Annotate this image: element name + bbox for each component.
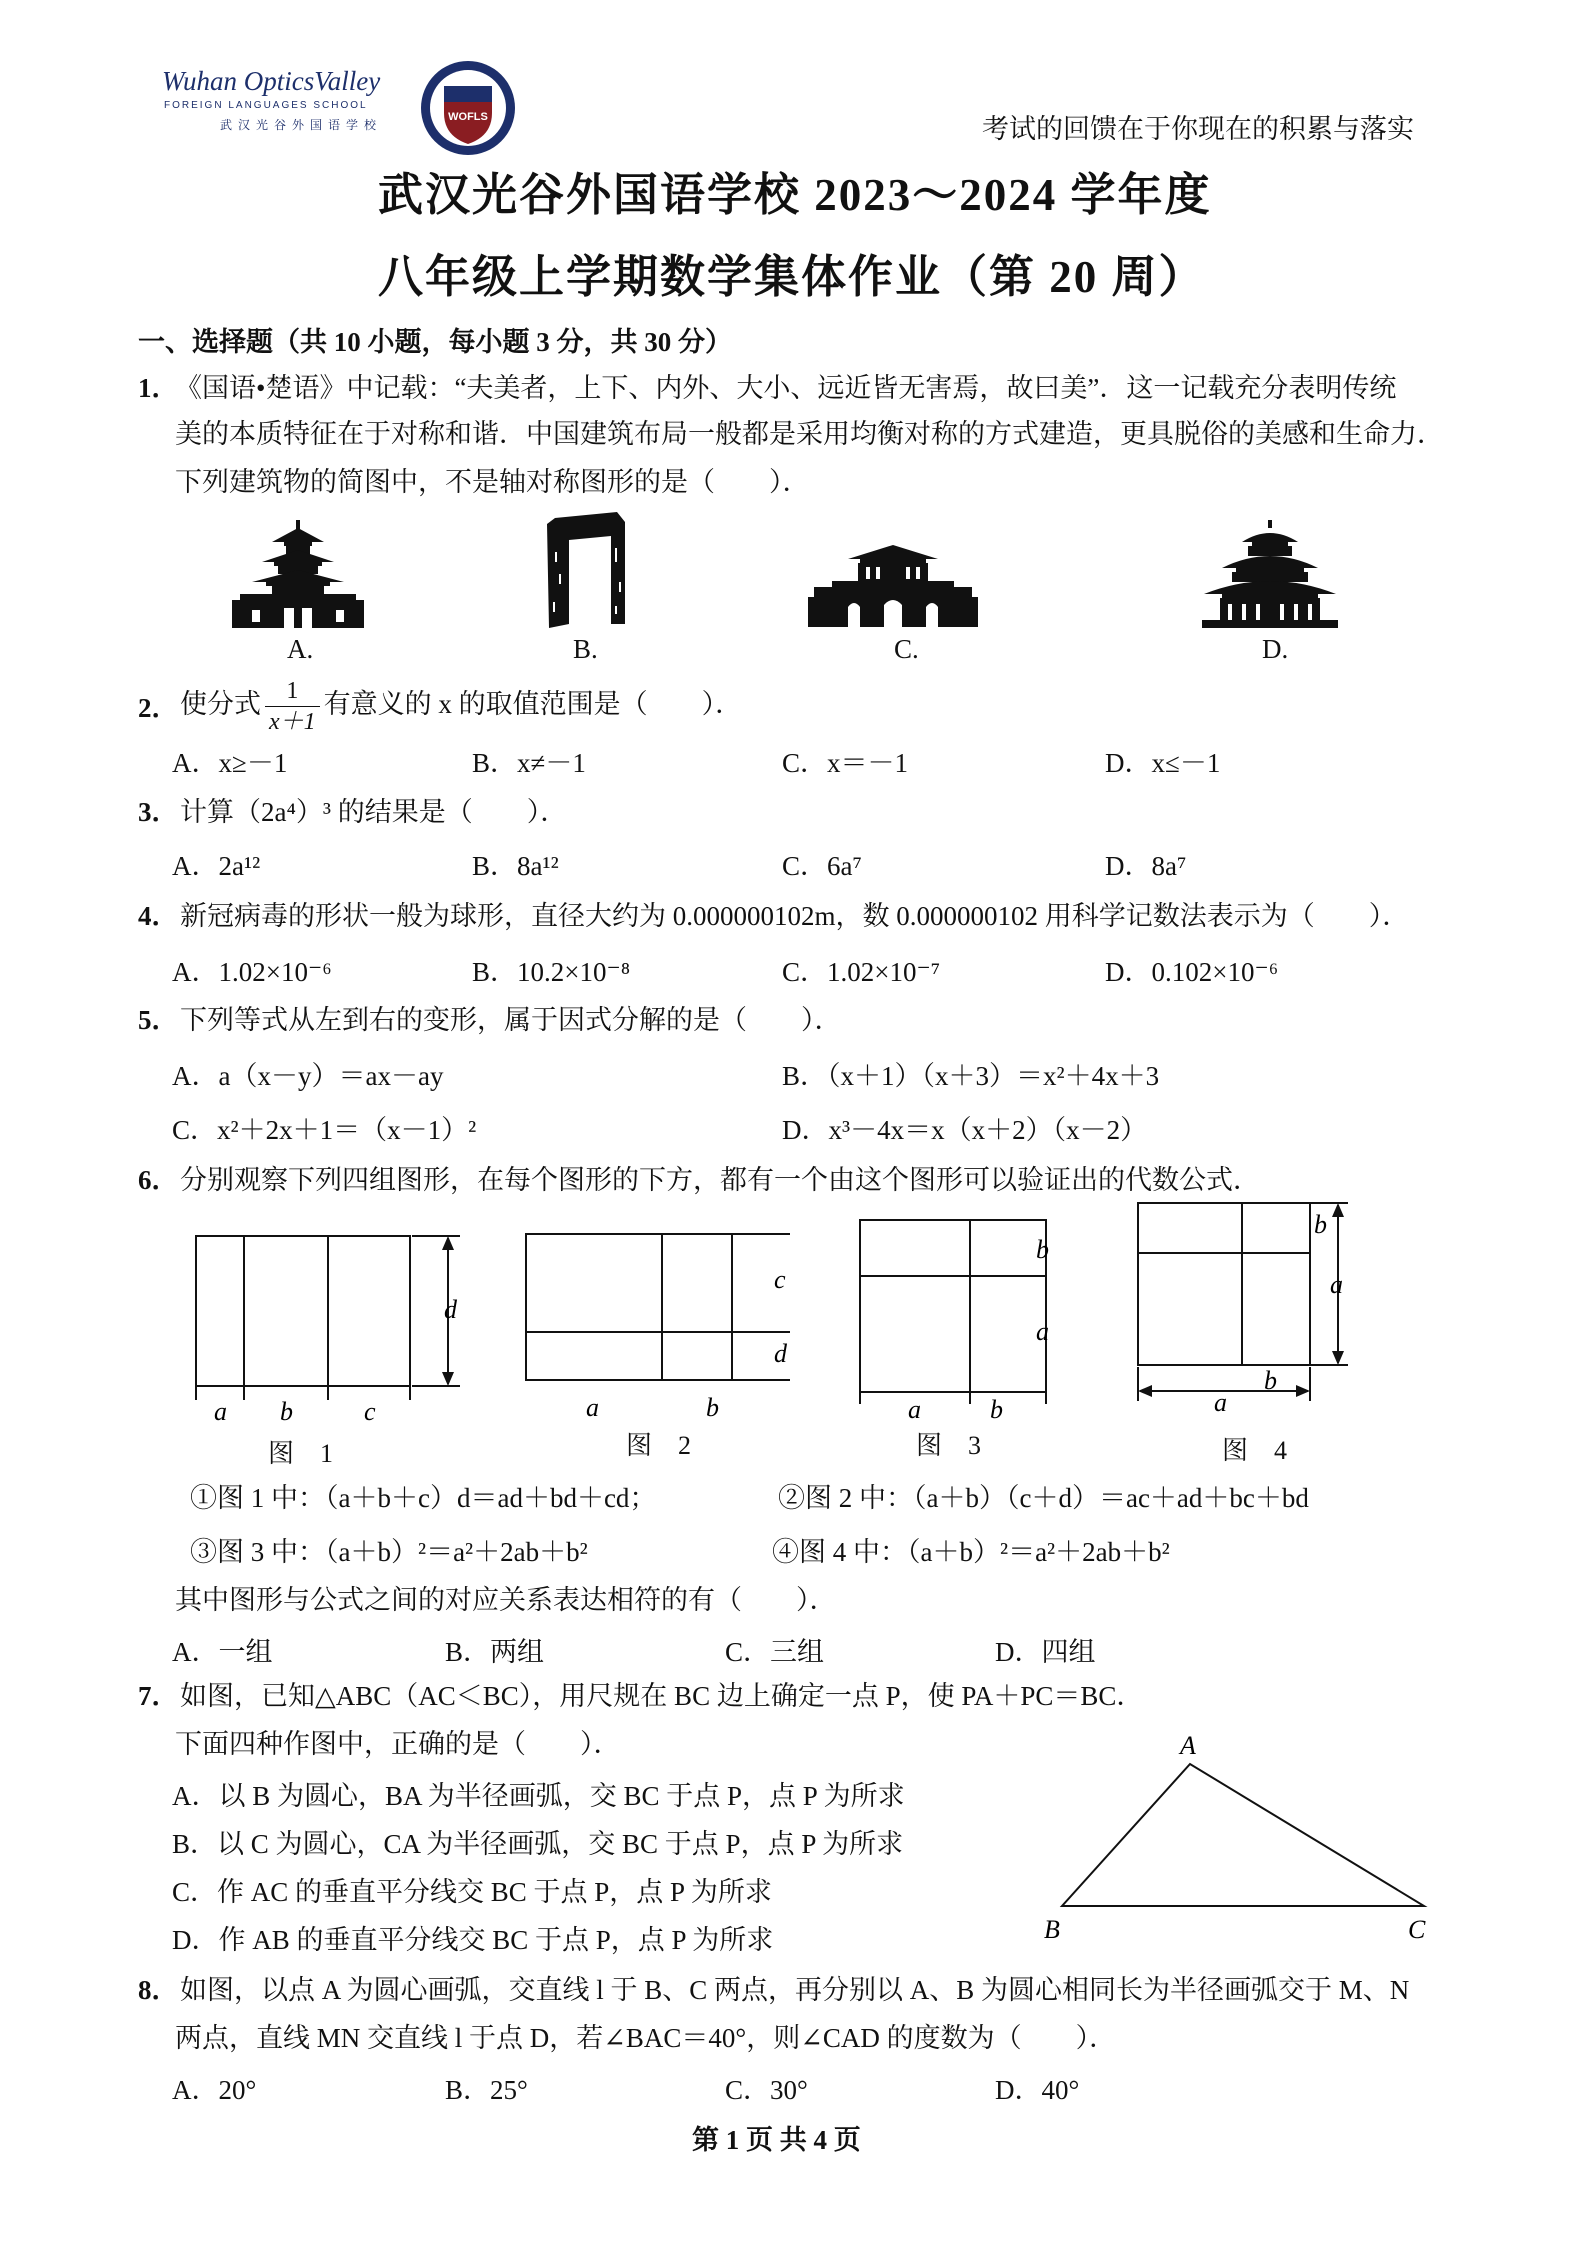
q4-option-d[interactable]: D．0.102×10⁻⁶ bbox=[1105, 957, 1279, 987]
q7-option-d[interactable]: D．作 AB 的垂直平分线交 BC 于点 P，点 P 为所求 bbox=[172, 1925, 774, 1955]
q4-option-c[interactable]: C．1.02×10⁻⁷ bbox=[782, 957, 941, 987]
fig3-label-b: b bbox=[990, 1395, 1003, 1420]
q4-option-a[interactable]: A．1.02×10⁻⁶ bbox=[172, 957, 332, 987]
fig2-caption: 图 2 bbox=[626, 1431, 692, 1460]
q1-option-b[interactable]: B. bbox=[573, 634, 598, 664]
q5-option-d[interactable]: D．x³－4x＝x（x＋2）（x－2） bbox=[782, 1115, 1148, 1145]
logo-text-en: Wuhan OpticsValley bbox=[162, 66, 381, 96]
school-logo bbox=[160, 58, 530, 158]
q6-formula-2: ②图 2 中：（a＋b）（c＋d）＝ac＋ad＋bc＋bd bbox=[778, 1483, 1309, 1513]
fig4-caption: 图 4 bbox=[1222, 1436, 1288, 1465]
figure-1 bbox=[180, 1220, 480, 1450]
q5-option-c[interactable]: C．x²＋2x＋1＝（x－1）² bbox=[172, 1115, 477, 1145]
q1-option-c[interactable]: C. bbox=[894, 634, 919, 664]
fig2-label-c: c bbox=[774, 1265, 786, 1294]
fig3-label-a: a bbox=[908, 1395, 921, 1420]
q3-option-a[interactable]: A．2a¹² bbox=[172, 851, 261, 881]
fig3-label-a2: a bbox=[1036, 1317, 1049, 1346]
q1-line3: 下列建筑物的简图中，不是轴对称图形的是（ ）． bbox=[175, 467, 810, 497]
q8-line2: 两点，直线 MN 交直线 l 于点 D，若∠BAC＝40°，则∠CAD 的度数为（ ）． bbox=[175, 2023, 1117, 2053]
q3-option-c[interactable]: C．6a⁷ bbox=[782, 851, 862, 881]
q2-option-d[interactable]: D．x≤－1 bbox=[1105, 748, 1221, 778]
q3-number: 3． bbox=[138, 797, 179, 827]
q3-option-d[interactable]: D．8a⁷ bbox=[1105, 851, 1187, 881]
triangle-label-c: C bbox=[1408, 1915, 1426, 1940]
q4-option-b[interactable]: B．10.2×10⁻⁸ bbox=[472, 957, 631, 987]
page-title-line1: 武汉光谷外国语学校 2023～2024 学年度 bbox=[378, 170, 1212, 220]
triangle-label-a: A bbox=[1180, 1731, 1196, 1760]
logo-subtitle: FOREIGN LANGUAGES SCHOOL bbox=[164, 100, 368, 111]
q6-option-a[interactable]: A．一组 bbox=[172, 1637, 273, 1667]
q8-option-d[interactable]: D．40° bbox=[995, 2075, 1080, 2105]
school-badge-icon bbox=[418, 58, 518, 158]
q6-number: 6． bbox=[138, 1165, 179, 1195]
logo-school-cn: 武汉光谷外国语学校 bbox=[220, 118, 383, 132]
q7-option-a[interactable]: A．以 B 为圆心，BA 为半径画弧，交 BC 于点 P，点 P 为所求 bbox=[172, 1781, 905, 1811]
fig1-label-c: c bbox=[364, 1397, 376, 1426]
q8-option-c[interactable]: C．30° bbox=[725, 2075, 808, 2105]
figure-4 bbox=[1130, 1195, 1360, 1425]
q1-number: 1． bbox=[138, 373, 179, 403]
q7-number: 7． bbox=[138, 1681, 179, 1711]
page-title-line2: 八年级上学期数学集体作业（第 20 周） bbox=[378, 252, 1206, 302]
q1-line2: 美的本质特征在于对称和谐．中国建筑布局一般都是采用均衡对称的方式建造，更具脱俗的美感和生命力． bbox=[175, 419, 1444, 449]
q8-option-b[interactable]: B．25° bbox=[445, 2075, 528, 2105]
q6-formula-3: ③图 3 中：（a＋b）²＝a²＋2ab＋b² bbox=[190, 1537, 588, 1567]
q7-line1: 如图，已知△ABC（AC＜BC），用尺规在 BC 边上确定一点 P，使 PA＋PC＝BC． bbox=[180, 1681, 1144, 1711]
q3-option-b[interactable]: B．8a¹² bbox=[472, 851, 559, 881]
q6-option-c[interactable]: C．三组 bbox=[725, 1637, 825, 1667]
fig1-caption: 图 1 bbox=[268, 1439, 334, 1468]
q7-option-b[interactable]: B．以 C 为圆心，CA 为半径画弧，交 BC 于点 P，点 P 为所求 bbox=[172, 1829, 904, 1859]
q4-text: 新冠病毒的形状一般为球形，直径大约为 0.000000102m，数 0.000000102 用科学记数法表示为（ ）． bbox=[180, 901, 1410, 931]
q2-pre-text: 使分式 bbox=[180, 689, 261, 719]
fig1-label-b: b bbox=[280, 1397, 293, 1426]
q2-option-b[interactable]: B．x≠－1 bbox=[472, 748, 586, 778]
q1-line1: 《国语•楚语》中记载：“夫美者，上下、内外、大小、远近皆无害焉，故曰美”．这一记载充分表明传统 bbox=[175, 373, 1397, 403]
section-heading: 一、选择题（共 10 小题，每小题 3 分，共 30 分） bbox=[138, 327, 732, 357]
q2-post-text: 有意义的 x 的取值范围是（ ）． bbox=[323, 689, 743, 719]
q2-fraction bbox=[265, 676, 320, 737]
temple-of-heaven-icon bbox=[1198, 520, 1342, 628]
fig4-label-a2: a bbox=[1330, 1270, 1343, 1299]
fig1-label-d: d bbox=[444, 1295, 457, 1324]
q2-fraction-numerator: 1 bbox=[265, 676, 320, 707]
fig2-label-a: a bbox=[586, 1393, 599, 1420]
fig2-label-d: d bbox=[774, 1339, 787, 1368]
q7-option-c[interactable]: C．作 AC 的垂直平分线交 BC 于点 P，点 P 为所求 bbox=[172, 1877, 772, 1907]
q8-line1: 如图，以点 A 为圆心画弧，交直线 l 于 B、C 两点，再分别以 A、B 为圆心相同长为半径画弧交于 M、N bbox=[180, 1975, 1410, 2005]
fig1-label-a: a bbox=[214, 1397, 227, 1426]
q4-number: 4． bbox=[138, 901, 179, 931]
figure-2 bbox=[510, 1220, 810, 1420]
fig4-label-b2: b bbox=[1314, 1210, 1327, 1239]
q2-stem bbox=[180, 666, 742, 742]
q8-number: 8． bbox=[138, 1975, 179, 2005]
fig3-label-b2: b bbox=[1036, 1235, 1049, 1264]
q6-question: 其中图形与公式之间的对应关系表达相符的有（ ）． bbox=[175, 1585, 837, 1615]
q3-text: 计算（2a⁴）³ 的结果是（ ）． bbox=[180, 797, 568, 827]
page-footer: 第 1 页 共 4 页 bbox=[692, 2125, 861, 2155]
q2-option-c[interactable]: C．x＝－1 bbox=[782, 748, 909, 778]
q2-number: 2． bbox=[138, 693, 179, 723]
q8-option-a[interactable]: A．20° bbox=[172, 2075, 257, 2105]
fig3-caption: 图 3 bbox=[916, 1431, 982, 1460]
q6-formula-4: ④图 4 中：（a＋b）²＝a²＋2ab＋b² bbox=[772, 1537, 1170, 1567]
q7-line2: 下面四种作图中，正确的是（ ）． bbox=[175, 1729, 621, 1759]
q6-option-d[interactable]: D．四组 bbox=[995, 1637, 1096, 1667]
fig4-label-a: a bbox=[1214, 1388, 1227, 1417]
pagoda-icon bbox=[232, 520, 364, 628]
cctv-tower-icon bbox=[545, 512, 629, 628]
header-motto: 考试的回馈在于你现在的积累与落实 bbox=[982, 114, 1414, 144]
svg-text:WOFLS: WOFLS bbox=[448, 111, 488, 123]
q5-option-a[interactable]: A．a（x－y）＝ax－ay bbox=[172, 1061, 444, 1091]
tiananmen-icon bbox=[808, 543, 978, 627]
q6-option-b[interactable]: B．两组 bbox=[445, 1637, 545, 1667]
q5-text: 下列等式从左到右的变形，属于因式分解的是（ ）． bbox=[180, 1005, 842, 1035]
triangle-abc-figure bbox=[1040, 1720, 1440, 1940]
figure-3 bbox=[850, 1210, 1070, 1420]
fig4-label-b: b bbox=[1264, 1366, 1277, 1395]
q5-option-b[interactable]: B．（x＋1）（x＋3）＝x²＋4x＋3 bbox=[782, 1061, 1160, 1091]
q5-number: 5． bbox=[138, 1005, 179, 1035]
q2-option-a[interactable]: A．x≥－1 bbox=[172, 748, 288, 778]
q2-fraction-denominator: x＋1 bbox=[269, 709, 316, 736]
q1-option-a[interactable]: A. bbox=[287, 634, 314, 664]
triangle-label-b: B bbox=[1044, 1915, 1060, 1940]
q6-text: 分别观察下列四组图形，在每个图形的下方，都有一个由这个图形可以验证出的代数公式． bbox=[180, 1165, 1260, 1195]
fig2-label-b: b bbox=[706, 1393, 719, 1420]
q6-formula-1: ①图 1 中：（a＋b＋c）d＝ad＋bd＋cd； bbox=[190, 1483, 657, 1513]
q1-option-d[interactable]: D. bbox=[1262, 634, 1289, 664]
